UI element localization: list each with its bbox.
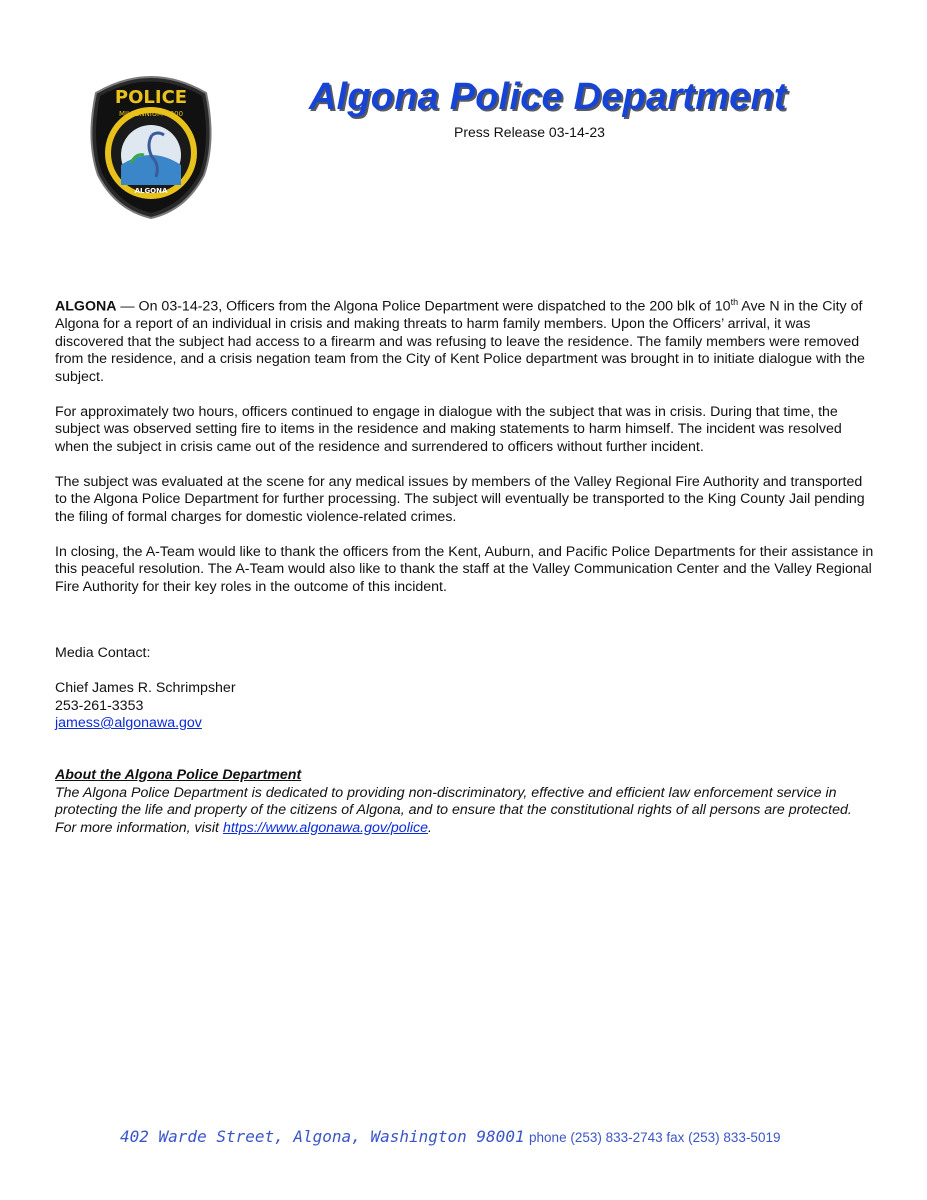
contact-email-link[interactable]: jamess@algonawa.gov bbox=[55, 715, 202, 731]
contact-label: Media Contact: bbox=[55, 645, 151, 661]
svg-text:ALGONA: ALGONA bbox=[134, 187, 168, 195]
about-text: The Algona Police Department is dedicated to providing non-discriminatory, effective and efficient law enforcement service in protecting the life and property of the citizens of Algona, and to ensure that the constitutional rights of all persons are protected. For more information, visit bbox=[55, 784, 852, 836]
police-website-link[interactable]: https://www.algonawa.gov/police bbox=[222, 819, 428, 836]
media-contact bbox=[55, 645, 236, 733]
footer-address bbox=[120, 1127, 780, 1147]
page-title: Algona Police Department bbox=[309, 76, 787, 118]
about-title: About the Algona Police Department bbox=[55, 767, 302, 783]
police-badge-logo bbox=[86, 65, 216, 220]
contact-phone: 253-261-3353 bbox=[55, 697, 144, 714]
svg-text:MILLENNIUM 2000: MILLENNIUM 2000 bbox=[118, 110, 184, 118]
press-release-body bbox=[55, 294, 875, 614]
paragraph-1: ALGONA — On 03-14-23, Officers from the Algona Police Department were dispatched to the 200 blk of 10th Ave N in the City of Algona for a report of an individual in crisis and making threats to harm family members. Upon the Officers’ arrival, it was discovered that the subject had access to a firearm and was refusing to leave the residence. The family members were removed from the residence, and a crisis negation team from the City of Kent Police department was brought in to initiate dialogue with the subject. bbox=[55, 297, 865, 385]
press-release-date: Press Release 03-14-23 bbox=[454, 124, 605, 140]
street-address: 402 Warde Street, Algona, Washington 98001 bbox=[120, 1127, 525, 1146]
paragraph-4: In closing, the A-Team would like to thank the officers from the Kent, Auburn, and Pacific Police Departments for their assistance in this peaceful resolution. The A-Team would also like to thank the staff at the Valley Communication Center and the Valley Regional Fire Authority for their key roles in the outcome of this incident. bbox=[55, 543, 874, 595]
dateline: ALGONA bbox=[55, 298, 117, 315]
svg-text:POLICE: POLICE bbox=[114, 87, 188, 108]
paragraph-2: For approximately two hours, officers continued to engage in dialogue with the subject that was in crisis. During that time, the subject was observed setting fire to items in the residence and making statements to harm himself. The incident was resolved when the subject in crisis came out of the residence and surrendered to officers without further incident. bbox=[55, 403, 842, 455]
phone-fax: phone (253) 833-2743 fax (253) 833-5019 bbox=[529, 1130, 781, 1145]
paragraph-3: The subject was evaluated at the scene for any medical issues by members of the Valley Regional Fire Authority and transported to the Algona Police Department for further processing. The subject will eventually be transported to the King County Jail pending the filing of formal charges for domestic violence-related crimes. bbox=[55, 473, 865, 525]
about-section: About the Algona Police Department The Algona Police Department is dedicated to providing non-discriminatory, effective and efficient law enforcement service in protecting the life and property of the citizens of Algona, and to ensure that the constitutional rights of all persons are protected. For more information, visit https://www.algonawa.gov/police. bbox=[55, 767, 855, 837]
contact-name: Chief James R. Schrimpsher bbox=[55, 680, 236, 696]
